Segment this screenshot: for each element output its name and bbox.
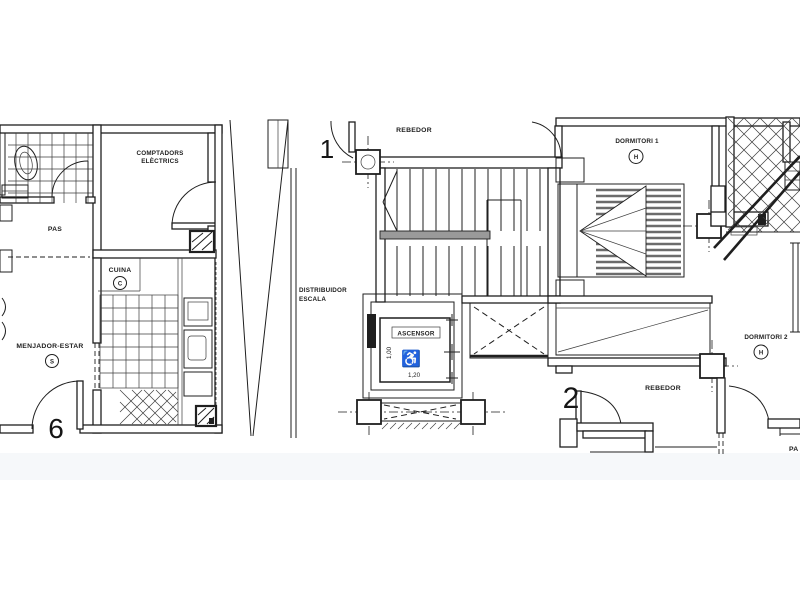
stair-top-wall — [356, 157, 562, 168]
room-label-distribuidor-line1: DISTRIBUIDOR — [299, 287, 347, 294]
lift-depth-dimension: 1,00 — [386, 346, 393, 360]
entry-number-1: 1 — [319, 134, 335, 164]
shunt-mark — [209, 418, 214, 424]
lift-door-bar — [367, 314, 376, 348]
dormitori1-bottom-wall — [548, 296, 712, 303]
wall — [86, 197, 95, 203]
room-label-distribuidor-line2: ESCALA — [299, 296, 327, 303]
wall — [768, 419, 800, 428]
room-label-rebedor-bottom: REBEDOR — [645, 385, 681, 392]
top-wall — [556, 118, 800, 126]
wall — [583, 431, 646, 438]
stair-handrail-bar — [380, 231, 490, 239]
scan-gray-band — [0, 453, 800, 480]
wall — [577, 423, 653, 431]
room-label-rebedor-top: REBEDOR — [396, 127, 432, 134]
entry-door-leaf — [77, 381, 83, 429]
dormitori2-wall — [717, 378, 725, 433]
wall — [645, 431, 653, 452]
room-label-dormitori2: DORMITORI 2 — [744, 334, 788, 341]
wall-jog — [556, 366, 572, 373]
lift-label: ASCENSOR — [397, 330, 435, 338]
lift-width-dimension: 1,20 — [407, 372, 421, 379]
room-label-comptadors-line2: ELÈCTRICS — [141, 158, 179, 165]
room-tag-dormitori2: H — [758, 350, 764, 357]
wall — [0, 425, 33, 433]
wall — [93, 125, 101, 258]
room-label-pas-cut: PA — [789, 446, 799, 453]
wall — [462, 296, 560, 303]
room-label-comptadors-line1: COMPTADORS — [136, 150, 184, 157]
terrace-wall — [726, 117, 734, 227]
room-label-cuina: CUINA — [108, 267, 132, 274]
room-tag-dormitori1: H — [633, 155, 639, 161]
wall — [0, 125, 222, 133]
room-label-dormitori1: DORMITORI 1 — [615, 138, 659, 145]
room-label-menjador: MENJADOR-ESTAR — [16, 343, 84, 350]
room-tag-menjador: S — [49, 359, 55, 366]
wheelchair-icon: ♿ — [401, 351, 421, 368]
entry-number-2: 2 — [562, 382, 580, 415]
door-leaf — [349, 122, 355, 152]
entry-number-6: 6 — [48, 413, 64, 444]
room-tag-cuina: C — [117, 281, 123, 288]
wall-step — [560, 419, 577, 447]
room-label-pas: PAS — [47, 226, 63, 233]
